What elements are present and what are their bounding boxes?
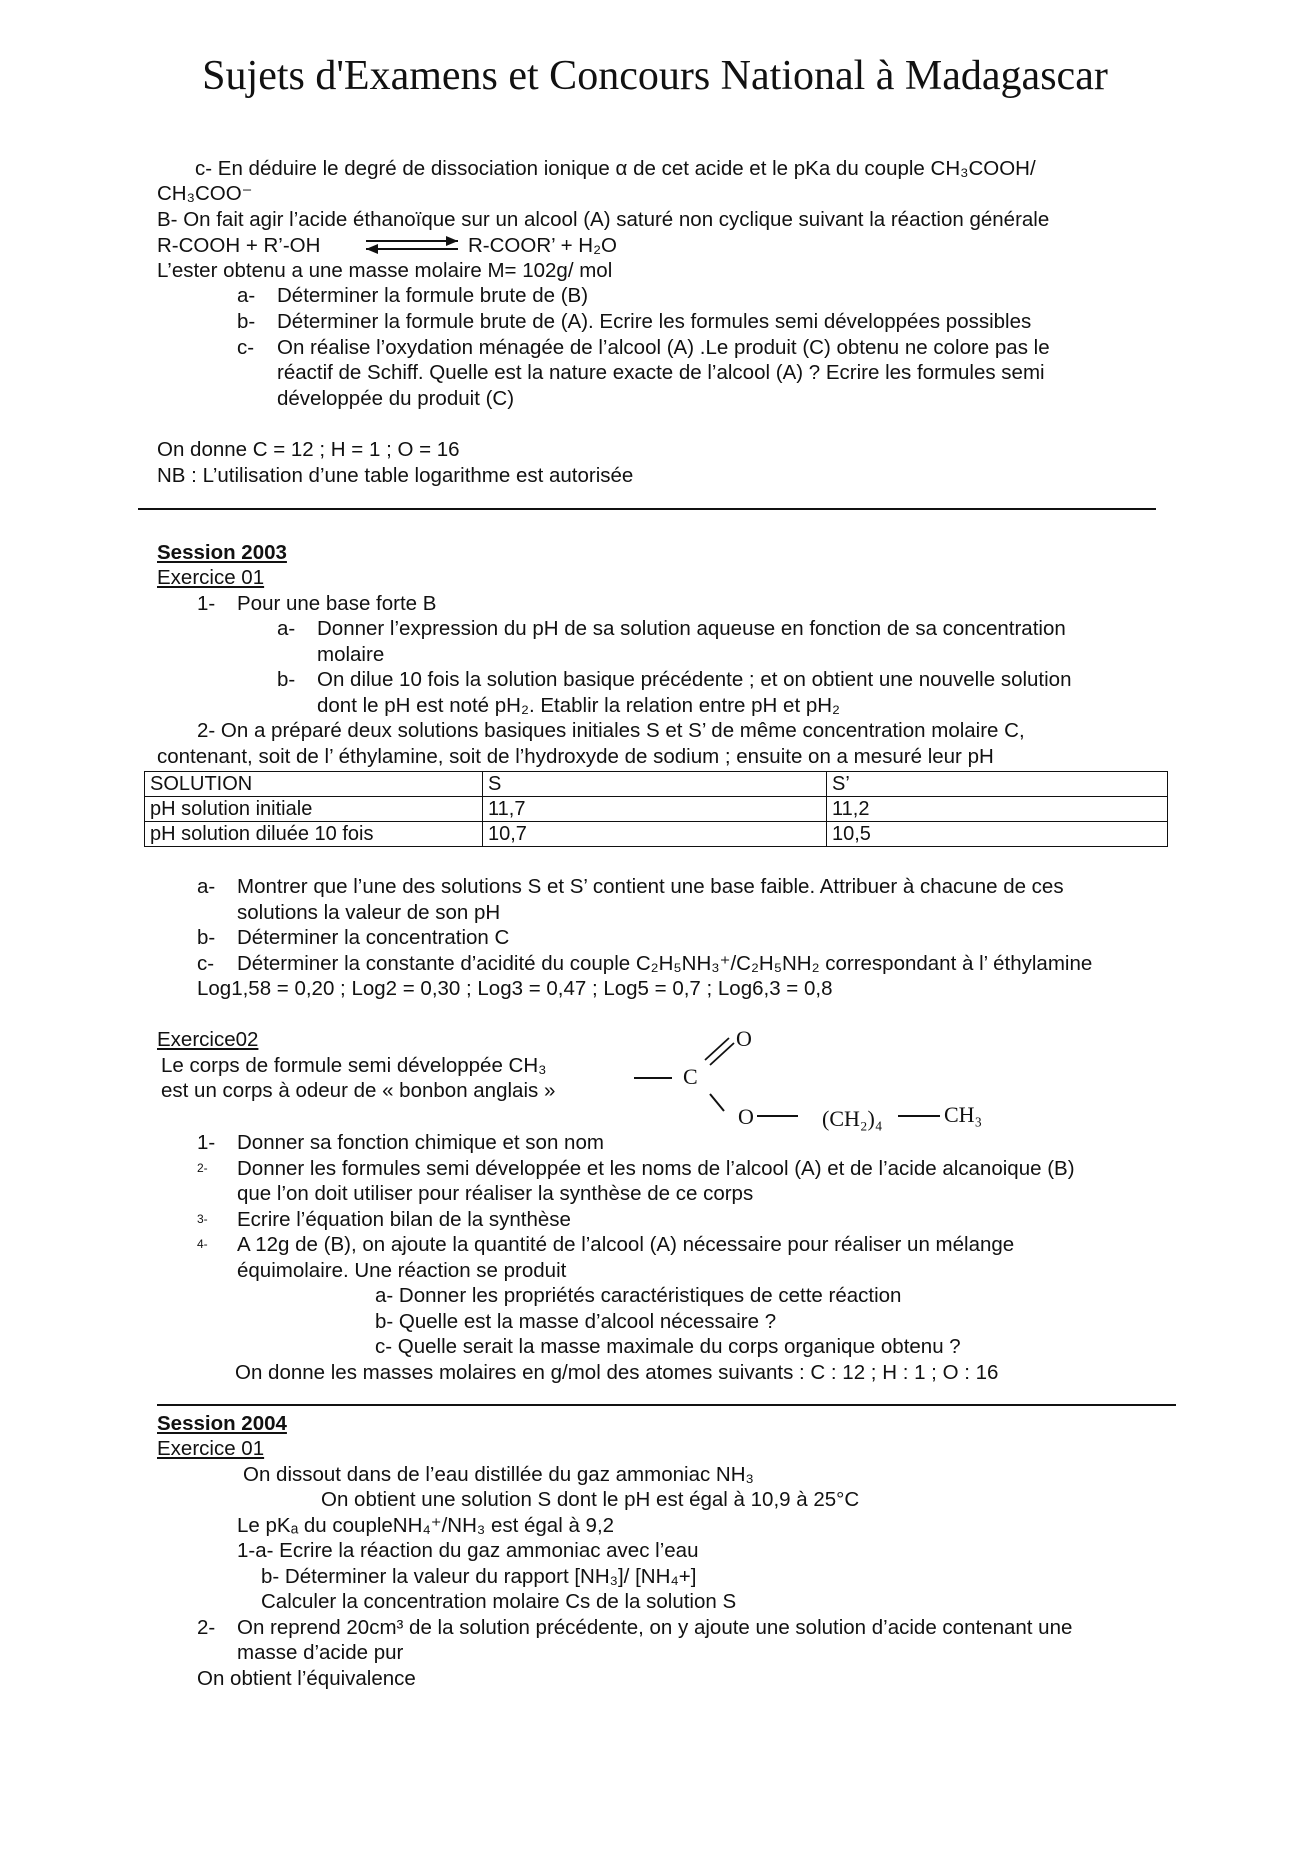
question-a-line1: Montrer que l’une des solutions S et S’ contient une base faible. Attribuer à chacune de ces [237,875,1064,898]
question-a-line2: solutions la valeur de son pH [237,901,501,924]
list-marker: 3- [197,1212,208,1226]
question-c-oxidation-line3: développée du produit (C) [277,387,515,410]
table-cell: pH solution initiale [145,797,483,822]
session-2003-heading: Session 2003 [157,541,287,564]
ph-table [144,771,1168,847]
question-1a-line2: molaire [317,643,385,666]
exercise-02-heading: Exercice02 [157,1028,259,1051]
ester-molar-mass: L’ester obtenu a une masse molaire M= 102g/ mol [157,259,613,282]
question-b: Déterminer la formule brute de (A). Ecrire les formules semi développées possibles [277,310,1032,333]
formula-chain: (CH₂)₄ [822,1106,883,1131]
question-c-line2: CH₃COO⁻ [157,182,253,205]
table-row [145,822,1168,847]
list-marker: b- [197,926,216,949]
table-cell: 10,7 [483,822,827,847]
nb-note: NB : L’utilisation d’une table logarithme est autorisée [157,464,634,487]
ex2-question-3: Ecrire l’équation bilan de la synthèse [237,1208,571,1231]
formula-carbon: C [683,1064,698,1089]
ex2-question-4-line1: A 12g de (B), on ajoute la quantité de l’alcool (A) nécessaire pour réaliser un mélange [237,1233,1015,1256]
list-marker: 4- [197,1237,208,1251]
exercise-02-line2: est un corps à odeur de « bonbon anglais » [161,1079,556,1102]
ex2-given-data: On donne les masses molaires en g/mol des atomes suivants : C : 12 ; H : 1 ; O : 16 [235,1361,999,1384]
formula-oxygen-bottom: O [738,1104,754,1129]
list-marker: c- [197,952,215,975]
question-c-oxidation-line1: On réalise l’oxydation ménagée de l’alcool (A) .Le produit (C) obtenu ne colore pas le [277,336,1050,359]
s2004-question-2-line1: On reprend 20cm³ de la solution précédente, on y ajoute une solution d’acide contenant une [237,1616,1073,1639]
list-marker: 2- [197,1161,208,1175]
ex2-question-4b: b- Quelle est la masse d’alcool nécessaire ? [375,1310,777,1333]
s2004-line6: Calculer la concentration molaire Cs de la solution S [261,1590,737,1613]
list-marker: b- [237,310,256,333]
list-marker: 2- [197,1616,216,1639]
list-marker: c- [237,336,255,359]
exercise-01-heading: Exercice 01 [157,566,265,589]
list-marker: 1- [197,592,216,615]
s2004-line9: On obtient l’équivalence [197,1667,416,1690]
exercise-01-heading: Exercice 01 [157,1437,265,1460]
ex2-question-4c: c- Quelle serait la masse maximale du corps organique obtenu ? [375,1335,961,1358]
ex2-question-4-line2: équimolaire. Une réaction se produit [237,1259,567,1282]
part-b-intro: B- On fait agir l’acide éthanoïque sur un alcool (A) saturé non cyclique suivant la réaction générale [157,208,1050,231]
formula-methyl: CH₃ [944,1102,983,1127]
question-a: Déterminer la formule brute de (B) [277,284,589,307]
table-row [145,772,1168,797]
formula-oxygen-top: O [736,1026,752,1051]
question-c: Déterminer la constante d’acidité du couple C₂H₅NH₃⁺/C₂H₅NH₂ correspondant à l’ éthylamine [237,952,1093,975]
ex2-question-2-line2: que l’on doit utiliser pour réaliser la synthèse de ce corps [237,1182,754,1205]
s2004-line3: Le pKₐ du coupleNH₄⁺/NH₃ est égal à 9,2 [237,1514,615,1537]
question-1b-line1: On dilue 10 fois la solution basique précédente ; et on obtient une nouvelle solution [317,668,1072,691]
list-marker: a- [197,875,216,898]
question-b: Déterminer la concentration C [237,926,510,949]
question-2-line2: contenant, soit de l’ éthylamine, soit de l’hydroxyde de sodium ; ensuite on a mesuré leur pH [157,745,994,768]
session-2004-heading: Session 2004 [157,1412,287,1435]
equilibrium-arrow-icon [362,232,462,258]
list-marker: b- [277,668,296,691]
table-cell: 11,2 [827,797,1168,822]
exercise-02-line1: Le corps de formule semi développée CH₃ [161,1054,547,1077]
given-data: On donne C = 12 ; H = 1 ; O = 16 [157,438,460,461]
table-cell: pH solution diluée 10 fois [145,822,483,847]
equation-left: R-COOH + R’-OH [157,234,321,257]
ex2-question-1: Donner sa fonction chimique et son nom [237,1131,604,1154]
ex2-question-2-line1: Donner les formules semi développée et les noms de l’alcool (A) et de l’acide alcanoique (B) [237,1157,1075,1180]
section-divider [138,508,1156,510]
equation-right: R-COOR’ + H₂O [468,234,617,257]
question-2-line1: 2- On a préparé deux solutions basiques initiales S et S’ de même concentration molaire C, [197,719,1025,742]
log-values: Log1,58 = 0,20 ; Log2 = 0,30 ; Log3 = 0,47 ; Log5 = 0,7 ; Log6,3 = 0,8 [197,977,833,1000]
ex2-question-4a: a- Donner les propriétés caractéristiques de cette réaction [375,1284,902,1307]
question-1: Pour une base forte B [237,592,437,615]
list-marker: a- [237,284,256,307]
list-marker: a- [277,617,296,640]
question-c-line1: c- En déduire le degré de dissociation ionique α de cet acide et le pKa du couple CH₃COOH/ [195,157,1036,180]
question-c-oxidation-line2: réactif de Schiff. Quelle est la nature exacte de l’alcool (A) ? Ecrire les formules semi [277,361,1045,384]
s2004-line1: On dissout dans de l’eau distillée du gaz ammoniac NH₃ [243,1463,754,1486]
s2004-line5: b- Déterminer la valeur du rapport [NH₃]/ [NH₄+] [261,1565,697,1588]
table-cell: SOLUTION [145,772,483,797]
s2004-line4: 1-a- Ecrire la réaction du gaz ammoniac avec l’eau [237,1539,699,1562]
table-cell: 10,5 [827,822,1168,847]
question-1b-line2: dont le pH est noté pH₂. Etablir la relation entre pH et pH₂ [317,694,841,717]
question-1a-line1: Donner l’expression du pH de sa solution aqueuse en fonction de sa concentration [317,617,1066,640]
table-cell: S [483,772,827,797]
table-cell: S’ [827,772,1168,797]
section-divider [157,1404,1176,1406]
table-row [145,797,1168,822]
table-cell: 11,7 [483,797,827,822]
list-marker: 1- [197,1131,216,1154]
s2004-question-2-line2: masse d’acide pur [237,1641,404,1664]
page-header-title: Sujets d'Examens et Concours National à Madagascar [202,53,1108,99]
s2004-line2: On obtient une solution S dont le pH est égal à 10,9 à 25°C [321,1488,860,1511]
